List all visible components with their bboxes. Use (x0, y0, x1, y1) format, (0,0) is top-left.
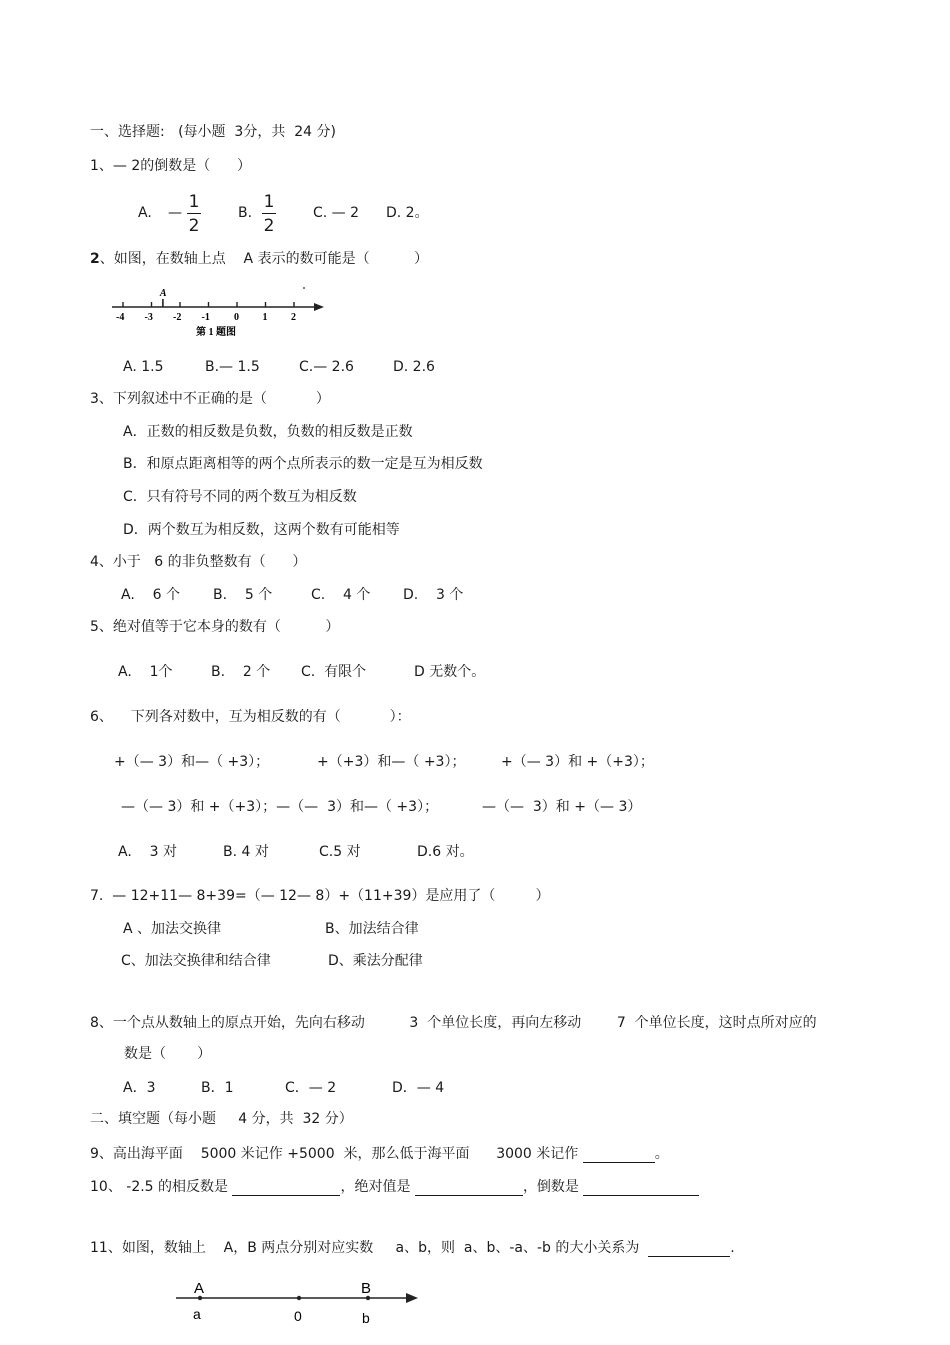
q6-pair-row2-a: —（— 3）和 +（+3）；—（— 3）和—（ +3）； (121, 799, 439, 815)
q7-option-a: A 、加法交换律 (123, 921, 222, 937)
q9-line (90, 1145, 669, 1163)
q6-pair-row1-a: +（— 3）和—（ +3）； (114, 754, 270, 770)
q6-option-a: A. 3 对 (118, 844, 177, 860)
label-a-upper: A (194, 1280, 205, 1297)
q7-option-c: C、加法交换律和结合律 (121, 953, 271, 969)
q3-option-b: B．和原点距离相等的两个点所表示的数一定是互为相反数 (123, 456, 483, 472)
q7-stem: 7. — 12+11— 8+39=（— 12— 8）+（11+39）是应用了（ ） (90, 888, 550, 904)
q4-option-d: D. 3 个 (403, 587, 464, 603)
q2-option-c: C.— 2.6 (299, 359, 354, 375)
q3-option-a: A．正数的相反数是负数，负数的相反数是正数 (123, 424, 413, 440)
q5-option-b: B. 2 个 (211, 664, 271, 680)
label-a-lower: a (193, 1306, 201, 1322)
q8-option-b: B．1 (201, 1080, 234, 1096)
q8-option-c: C．— 2 (285, 1080, 337, 1096)
label-zero: 0 (294, 1308, 302, 1324)
q1-option-a-prefix: A. (138, 205, 152, 221)
tick-label: -1 (201, 312, 210, 323)
tick-label: -2 (173, 312, 182, 323)
q10-opposite-blank[interactable] (232, 1181, 340, 1196)
origin-point (297, 1296, 301, 1300)
q7-option-b: B、加法结合律 (325, 921, 419, 937)
q2-number-line-figure (108, 282, 338, 342)
fraction-numerator: 1 (263, 192, 275, 212)
section2-title: 二、填空题（每小题 4 分，共 32 分） (90, 1111, 353, 1127)
q6-pair-row2-b: —（— 3）和 +（— 3） (482, 799, 642, 815)
q10-abs-label: ，绝对值是 (340, 1179, 415, 1195)
tick-label: -4 (116, 312, 125, 323)
q4-stem: 4、小于 6 的非负整数有（ ） (90, 554, 307, 570)
q6-option-c: C.5 对 (319, 844, 361, 860)
q6-stem: 6、 下列各对数中，互为相反数的有（ ）： (90, 709, 411, 725)
q6-pair-row1-b: +（+3）和—（ +3）； (317, 754, 466, 770)
q1-option-d: D. 2。 (386, 205, 429, 221)
q2-option-a: A. 1.5 (123, 359, 164, 375)
fraction-numerator: 1 (188, 192, 200, 212)
point-a-label: A (159, 288, 167, 299)
number-line-arrow (406, 1293, 418, 1303)
q1-stem: 1、— 2的倒数是（ ） (90, 158, 251, 174)
q10-line (90, 1178, 699, 1196)
q2-stem-text: 、如图，在数轴上点 A 表示的数可能是（ ） (99, 251, 429, 267)
q10-abs-blank[interactable] (415, 1181, 523, 1196)
q2-option-b: B.— 1.5 (205, 359, 260, 375)
q8-option-a: A．3 (123, 1080, 156, 1096)
q11-number-line-figure (170, 1278, 430, 1328)
q9-answer-blank[interactable] (583, 1148, 655, 1163)
fraction-denominator: 2 (188, 216, 200, 236)
q2-option-d: D. 2.6 (393, 359, 435, 375)
q3-stem: 3、下列叙述中不正确的是（ ） (90, 391, 330, 407)
tick-label: 2 (291, 312, 296, 323)
tick-label: -3 (144, 312, 153, 323)
q10-reciprocal-label: ，倒数是 (522, 1179, 584, 1195)
section1-title: 一、选择题: (每小题 3分，共 24 分) (90, 124, 336, 140)
q5-option-a: A. 1个 (118, 664, 173, 680)
q8-option-d: D．— 4 (392, 1080, 445, 1096)
q10-reciprocal-blank[interactable] (583, 1181, 699, 1196)
q8-stem-line2: 数是（ ） (124, 1046, 212, 1062)
label-b-upper: B (361, 1280, 372, 1297)
q6-option-b: B. 4 对 (223, 844, 269, 860)
q1-option-b-prefix: B. (238, 205, 253, 221)
q8-stem-line1: 8、一个点从数轴上的原点开始，先向右移动 3 个单位长度，再向左移动 7 个单位长度，这时点所对应的 (90, 1015, 817, 1031)
fraction-denominator: 2 (263, 216, 275, 236)
label-b-lower: b (362, 1310, 370, 1326)
q3-option-d: D．两个数互为相反数，这两个数有可能相等 (123, 522, 400, 538)
q9-stem: 9、高出海平面 5000 米记作 +5000 米，那么低于海平面 3000 米记作 (90, 1146, 583, 1162)
q6-pair-row1-c: +（— 3）和 +（+3）； (501, 754, 654, 770)
q1-option-a-sign: — (168, 205, 182, 221)
q11-answer-blank[interactable] (648, 1242, 730, 1257)
q1-option-a-fraction (187, 192, 201, 236)
q7-option-d: D、乘法分配律 (328, 953, 423, 969)
q4-option-c: C. 4 个 (311, 587, 371, 603)
q5-option-c: C. 有限个 (301, 664, 367, 680)
q6-option-d: D.6 对。 (417, 844, 474, 860)
tick-label: 0 (234, 312, 239, 323)
q2-stem (90, 250, 428, 268)
q11-end: . (730, 1240, 735, 1256)
figure-caption: 第 1 题图 (196, 327, 236, 338)
q2-number: 2 (90, 251, 100, 267)
q1-option-c: C. — 2 (313, 205, 360, 221)
tick-label: 1 (262, 312, 268, 323)
q5-option-d: D 无数个。 (414, 664, 486, 680)
fraction-bar (187, 213, 201, 214)
q11-stem: 11、如图，数轴上 A，B 两点分别对应实数 a、b，则 a、b、-a、-b 的大小关系为 (90, 1240, 649, 1256)
speck (303, 287, 305, 289)
q1-option-b-fraction (262, 192, 276, 236)
q4-option-a: A. 6 个 (121, 587, 180, 603)
q5-stem: 5、绝对值等于它本身的数有（ ） (90, 619, 340, 635)
q10-stem: 10、 -2.5 的相反数是 (90, 1179, 233, 1195)
q11-line (90, 1239, 735, 1257)
number-line-arrow (314, 303, 324, 311)
fraction-bar (262, 213, 276, 214)
q3-option-c: C．只有符号不同的两个数互为相反数 (123, 489, 357, 505)
q9-end: 。 (654, 1146, 669, 1162)
q4-option-b: B. 5 个 (213, 587, 273, 603)
